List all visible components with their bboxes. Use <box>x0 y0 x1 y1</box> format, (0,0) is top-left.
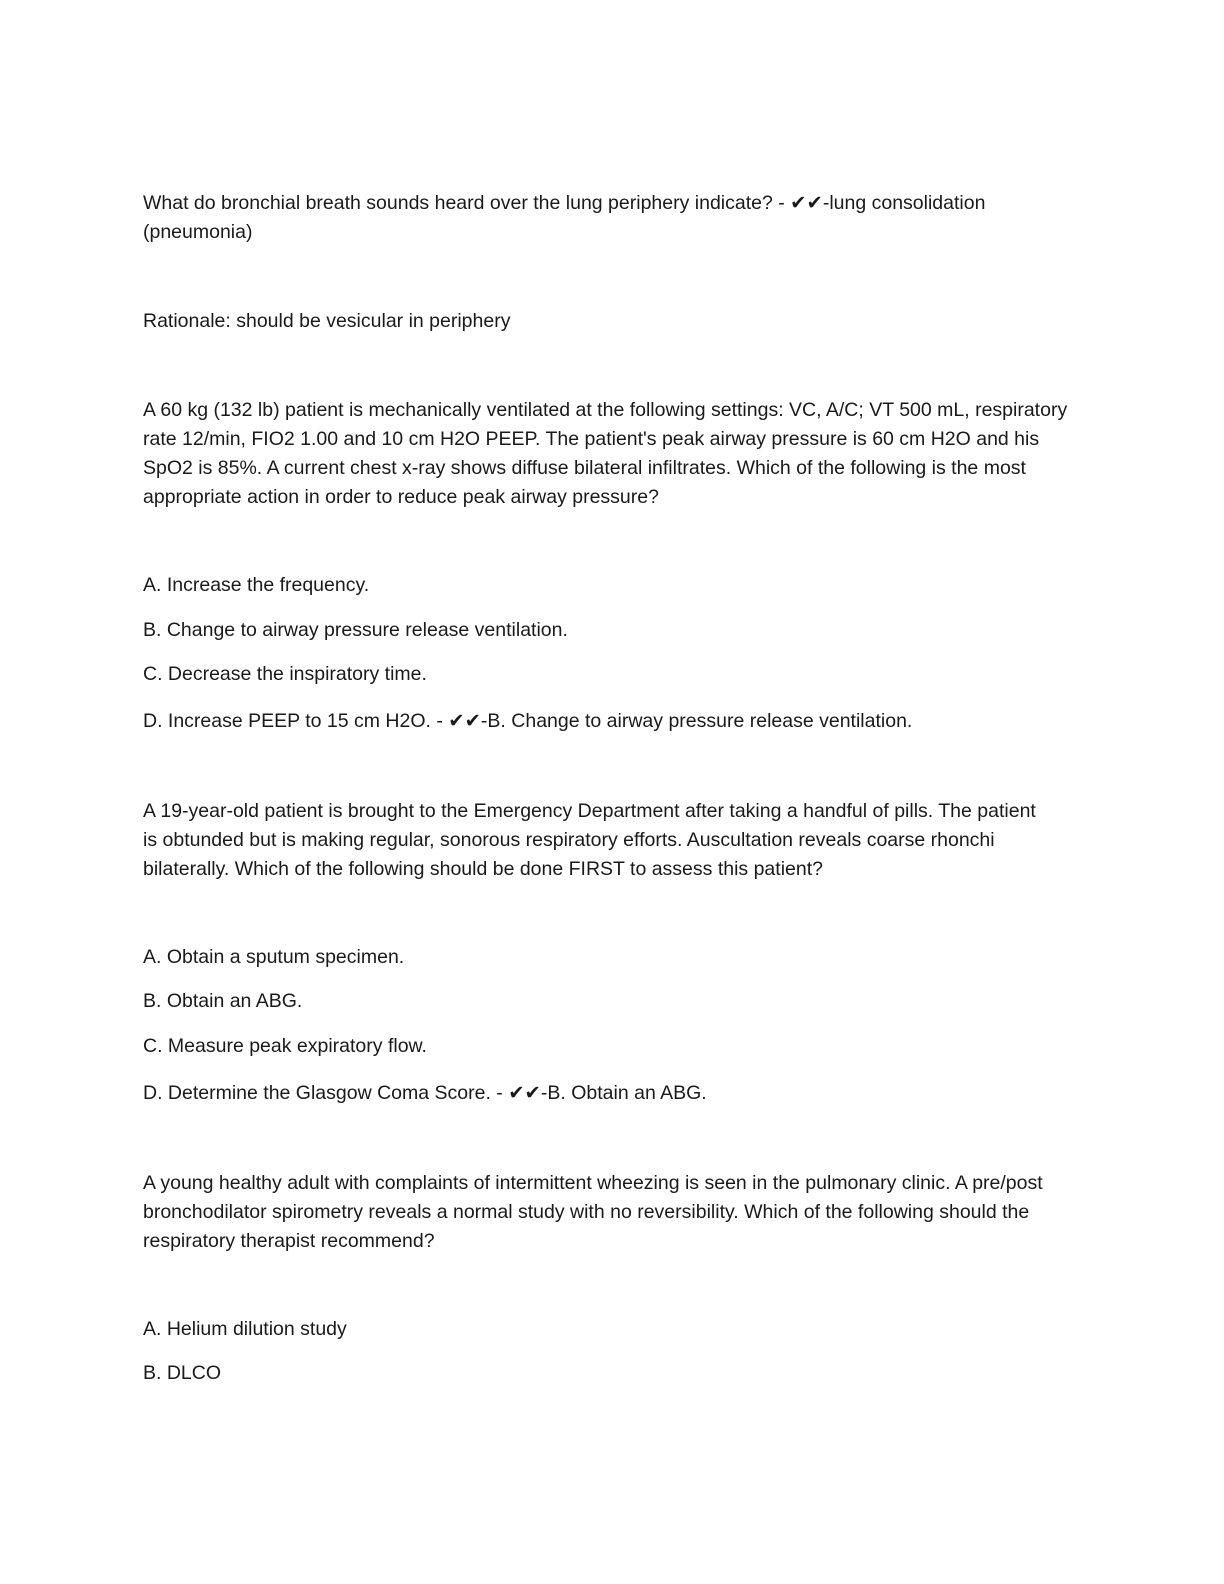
question-4-option-b: B. DLCO <box>143 1362 222 1384</box>
question-3-option-a: A. Obtain a sputum specimen. <box>143 946 405 968</box>
document-page <box>143 0 1073 1584</box>
question-3-option-b: B. Obtain an ABG. <box>143 990 303 1012</box>
question-2-option-c: C. Decrease the inspiratory time. <box>143 663 427 685</box>
question-1-text: What do bronchial breath sounds heard over the lung periphery indicate? - ✔✔-lung consolidation (pneumonia) <box>143 192 986 243</box>
question-4-text: A young healthy adult with complaints of intermittent wheezing is seen in the pulmonary clinic. A pre/post bronchodilator spirometry reveals a normal study with no reversibility. Which of the following should the respiratory therapist recommend? <box>143 1172 1043 1252</box>
question-2-option-d-with-answer: D. Increase PEEP to 15 cm H2O. - ✔✔-B. Change to airway pressure release ventilation. <box>143 710 913 732</box>
question-2-option-a: A. Increase the frequency. <box>143 574 370 596</box>
question-4-option-a: A. Helium dilution study <box>143 1318 347 1340</box>
question-3-text: A 19-year-old patient is brought to the Emergency Department after taking a handful of pills. The patient is obtunded but is making regular, sonorous respiratory efforts. Auscultation reveals coarse rhonchi bilaterally. Which of the following should be done FIRST to assess this patient? <box>143 800 1036 880</box>
question-3-option-c: C. Measure peak expiratory flow. <box>143 1035 427 1057</box>
question-2-option-b: B. Change to airway pressure release ventilation. <box>143 619 568 641</box>
question-2-text: A 60 kg (132 lb) patient is mechanically ventilated at the following settings: VC, A/C; VT 500 mL, respiratory rate 12/min, FIO2 1.00 and 10 cm H2O PEEP. The patient's peak airway pressure is 60 cm H2O and his SpO2 is 85%. A current chest x-ray shows diffuse bilateral infiltrates. Which of the following is the most appropriate action in order to reduce peak airway pressure? <box>143 399 1068 508</box>
question-3-option-d-with-answer: D. Determine the Glasgow Coma Score. - ✔✔-B. Obtain an ABG. <box>143 1082 707 1104</box>
question-1-rationale: Rationale: should be vesicular in periphery <box>143 310 511 332</box>
